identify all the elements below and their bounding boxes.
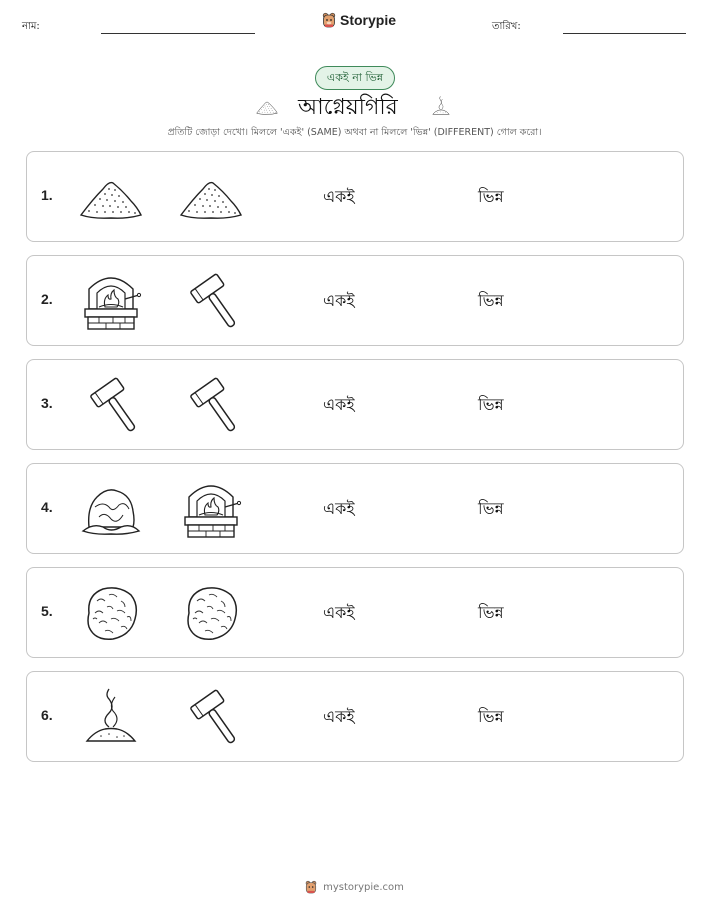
row-number: 1. bbox=[41, 187, 53, 203]
row-number: 4. bbox=[41, 499, 53, 515]
option-same[interactable]: একই bbox=[323, 395, 355, 414]
furnace-icon bbox=[79, 269, 143, 333]
ash-pile-icon bbox=[250, 96, 284, 118]
footer bbox=[0, 880, 709, 894]
option-same[interactable]: একই bbox=[323, 603, 355, 622]
footer-url: mystorypie.com bbox=[323, 881, 404, 893]
lava-mound-icon bbox=[79, 477, 143, 541]
exercise-row bbox=[26, 151, 684, 242]
option-different[interactable]: ভিন্ন bbox=[478, 707, 504, 726]
hammer-icon bbox=[179, 373, 243, 437]
name-field[interactable] bbox=[101, 33, 255, 34]
ash-pile-icon bbox=[79, 165, 143, 229]
exercise-row bbox=[26, 255, 684, 346]
activity-badge: একই না ভিন্ন bbox=[315, 66, 395, 90]
exercise-row bbox=[26, 359, 684, 450]
option-different[interactable]: ভিন্ন bbox=[478, 395, 504, 414]
ash-pile-icon bbox=[179, 165, 243, 229]
instructions: প্রতিটি জোড়া দেখো। মিললে 'একই' (SAME) অথবা না মিললে 'ভিন্ন' (DIFFERENT) গোল করো। bbox=[167, 127, 542, 138]
row-number: 2. bbox=[41, 291, 53, 307]
date-label: তারিখ: bbox=[492, 21, 521, 32]
page-title: আগ্নেয়গিরি bbox=[298, 95, 398, 120]
brand-logo bbox=[322, 12, 396, 28]
brand-name: Storypie bbox=[340, 12, 397, 28]
exercise-row bbox=[26, 671, 684, 762]
date-field[interactable] bbox=[563, 33, 686, 34]
exercise-row bbox=[26, 463, 684, 554]
option-different[interactable]: ভিন্ন bbox=[478, 499, 504, 518]
row-number: 6. bbox=[41, 707, 53, 723]
option-same[interactable]: একই bbox=[323, 707, 355, 726]
bear-logo-icon bbox=[322, 12, 336, 28]
option-different[interactable]: ভিন্ন bbox=[478, 291, 504, 310]
name-label: নাম: bbox=[22, 21, 40, 32]
rock-icon bbox=[179, 581, 243, 645]
row-number: 5. bbox=[41, 603, 53, 619]
hammer-icon bbox=[179, 269, 243, 333]
rock-icon bbox=[79, 581, 143, 645]
furnace-icon bbox=[179, 477, 243, 541]
option-same[interactable]: একই bbox=[323, 291, 355, 310]
hammer-icon bbox=[79, 373, 143, 437]
option-different[interactable]: ভিন্ন bbox=[478, 187, 504, 206]
smoke-vent-icon bbox=[79, 685, 143, 749]
option-same[interactable]: একই bbox=[323, 187, 355, 206]
bear-logo-icon bbox=[305, 880, 317, 894]
option-different[interactable]: ভিন্ন bbox=[478, 603, 504, 622]
exercise-row bbox=[26, 567, 684, 658]
option-same[interactable]: একই bbox=[323, 499, 355, 518]
row-number: 3. bbox=[41, 395, 53, 411]
hammer-icon bbox=[179, 685, 243, 749]
smoke-vent-icon bbox=[430, 92, 452, 120]
